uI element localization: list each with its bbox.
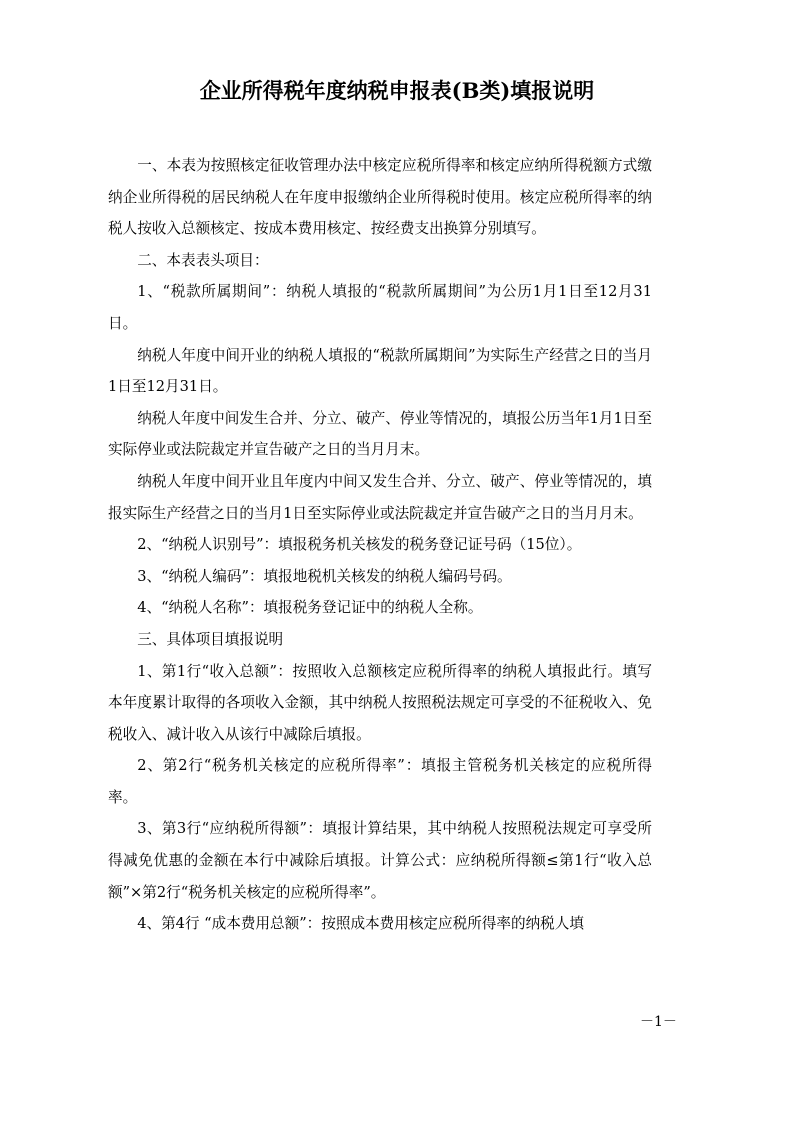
paragraph-item-instructions-heading: 三、具体项目填报说明 bbox=[137, 630, 284, 648]
paragraph-applicability: 一、本表为按照核定征收管理办法中核定应税所得率和核定应纳所得税额方式缴纳企业所得税的居民纳税人在年度申报缴纳企业所得税时使用。核定应税所得率的纳税人按收入总额核定、按成本费用核定、按经费支出换算分别填写。 bbox=[108, 157, 652, 238]
paragraph-taxpayer-name: 4、“纳税人名称”：填报税务登记证中的纳税人全称。 bbox=[137, 599, 483, 617]
document-body bbox=[108, 150, 652, 940]
paragraph-header-items-heading: 二、本表表头项目： bbox=[137, 251, 269, 269]
paragraph-mid-year-closure: 纳税人年度中间发生合并、分立、破产、停业等情况的，填报公历当年1月1日至实际停业或法院裁定并宣告破产之日的当月月末。 bbox=[108, 409, 652, 459]
page-number: －1－ bbox=[640, 1014, 677, 1030]
paragraph-tax-period: 1、“税款所属期间”：纳税人填报的“税款所属期间”为公历1月1日至12月31日。 bbox=[108, 283, 652, 332]
paragraph-line-4: 4、第4行 “成本费用总额”：按照成本费用核定应税所得率的纳税人填 bbox=[137, 915, 584, 933]
paragraph-line-2: 2、第2行“税务机关核定的应税所得率”：填报主管税务机关核定的应税所得率。 bbox=[108, 757, 652, 806]
document-title: 企业所得税年度纳税申报表(B类)填报说明 bbox=[199, 78, 595, 103]
paragraph-opening-and-closure: 纳税人年度中间开业且年度内中间又发生合并、分立、破产、停业等情况的，填报实际生产经营之日的当月1日至实际停业或法院裁定并宣告破产之日的当月月末。 bbox=[108, 472, 652, 522]
paragraph-line-1: 1、第1行“收入总额”：按照收入总额核定应税所得率的纳税人填报此行。填写本年度累计取得的各项收入金额，其中纳税人按照税法规定可享受的不征税收入、免税收入、减计收入从该行中减除后填报。 bbox=[108, 662, 652, 743]
paragraph-taxpayer-code: 3、“纳税人编码”：填报地税机关核发的纳税人编码号码。 bbox=[137, 567, 512, 585]
paragraph-line-3: 3、第3行“应纳税所得额”：填报计算结果，其中纳税人按照税法规定可享受所得减免优惠的金额在本行中减除后填报。计算公式：应纳税所得额≤第1行“收入总额”×第2行“税务机关核定的应税所得率”。 bbox=[108, 820, 652, 901]
paragraph-taxpayer-id: 2、“纳税人识别号”：填报税务机关核发的税务登记证号码（15位）。 bbox=[137, 536, 582, 554]
paragraph-mid-year-opening: 纳税人年度中间开业的纳税人填报的“税款所属期间”为实际生产经营之日的当月1日至12月31日。 bbox=[108, 346, 652, 396]
